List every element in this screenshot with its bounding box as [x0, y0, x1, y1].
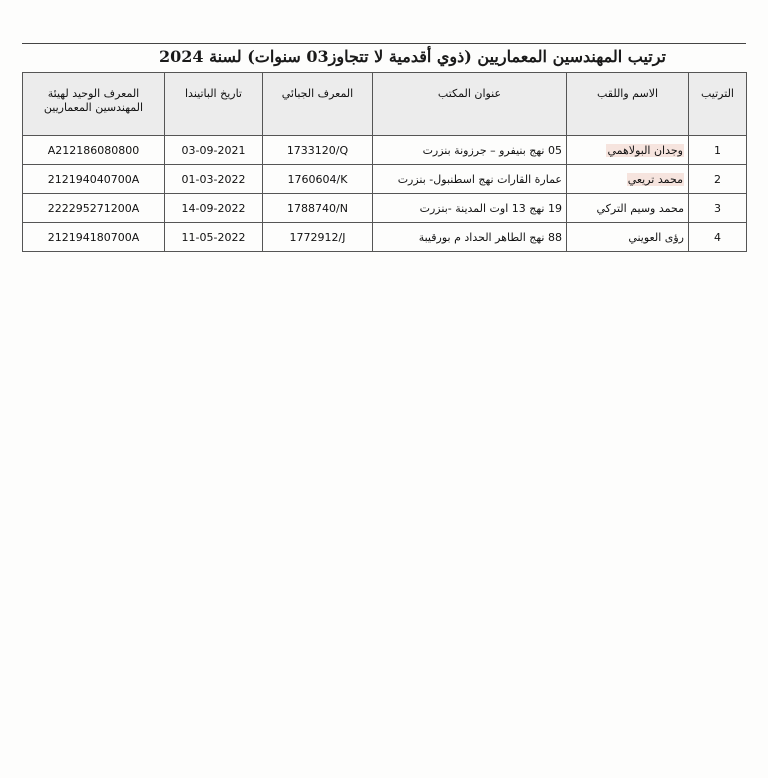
- table-row: [23, 223, 747, 252]
- cell-name: [567, 165, 689, 194]
- header-office-address: عنوان المكتب: [373, 73, 567, 136]
- table-header-row: [23, 73, 747, 136]
- cell-patent-date: 11-05-2022: [165, 223, 263, 252]
- cell-office-address: عمارة القارات نهج اسطنبول- بنزرت: [373, 165, 567, 194]
- cell-order-id: 222295271200A: [23, 194, 165, 223]
- cell-order-id: 212194180700A: [23, 223, 165, 252]
- cell-office-address: 19 نهج 13 اوت المدينة -بنزرت: [373, 194, 567, 223]
- cell-fiscal-id: 1733120/Q: [263, 136, 373, 165]
- cell-name: [567, 136, 689, 165]
- cell-fiscal-id: 1772912/J: [263, 223, 373, 252]
- table-row: [23, 165, 747, 194]
- cell-name: محمد وسيم التركي: [567, 194, 689, 223]
- header-patent-date: تاريخ الباتيندا: [165, 73, 263, 136]
- cell-rank: 2: [689, 165, 747, 194]
- table-row: [23, 194, 747, 223]
- cell-rank: 4: [689, 223, 747, 252]
- cell-name: رؤى العويني: [567, 223, 689, 252]
- cell-office-address: 05 نهج بنيفرو – جرزونة بنزرت: [373, 136, 567, 165]
- table-row: [23, 136, 747, 165]
- highlighted-name: وجدان البولاهمي: [607, 143, 683, 157]
- header-fiscal-id: المعرف الجبائي: [263, 73, 373, 136]
- cell-order-id: 212194040700A: [23, 165, 165, 194]
- header-rank: الترتيب: [689, 73, 747, 136]
- cell-patent-date: 14-09-2022: [165, 194, 263, 223]
- header-order-id: المعرف الوحيد لهيئة المهندسين المعماريين: [23, 73, 165, 136]
- ranking-table: [22, 72, 747, 252]
- cell-fiscal-id: 1788740/N: [263, 194, 373, 223]
- cell-order-id: A212186080800: [23, 136, 165, 165]
- cell-fiscal-id: 1760604/K: [263, 165, 373, 194]
- highlighted-name: محمد تريعي: [627, 172, 683, 186]
- cell-rank: 3: [689, 194, 747, 223]
- header-name: الاسم واللقب: [567, 73, 689, 136]
- cell-patent-date: 03-09-2021: [165, 136, 263, 165]
- cell-rank: 1: [689, 136, 747, 165]
- cell-patent-date: 01-03-2022: [165, 165, 263, 194]
- cell-office-address: 88 نهج الطاهر الحداد م بورقيبة: [373, 223, 567, 252]
- page-title: ترتيب المهندسين المعماريين (ذوي أقدمية لا تتجاوز03 سنوات) لسنة 2024: [159, 47, 666, 66]
